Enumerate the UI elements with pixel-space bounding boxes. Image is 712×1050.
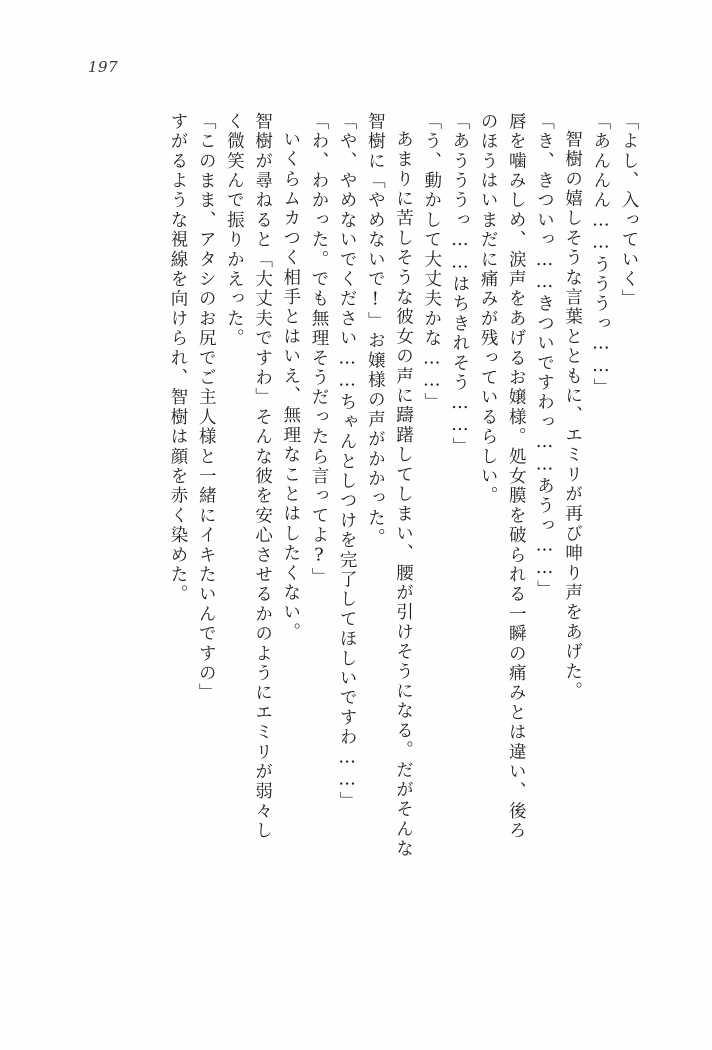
text-line: 「う、動かして大丈夫かな……」 [421,112,442,413]
text-line: 智樹の嬉しそうな言葉とともに、エミリが再び呻り声をあげた。 [562,130,583,702]
text-line: 「あうううっ……はちきれそう……」 [449,112,470,457]
text-line: 「き、きついっ……きついですわっ……あうっ……」 [534,112,555,600]
text-line: 「や、やめないでください……ちゃんとしつけを完了してほしいですわ……」 [337,112,358,812]
vertical-text-body [58,112,638,972]
text-line: 「あんんん……うううっ……」 [590,112,611,398]
text-line: いくらムカつく相手とはいえ、無理なことはしたくない。 [280,130,301,643]
text-line: すがるような視線を向けられ、智樹は顔を赤く染めた。 [168,112,188,605]
page-number: 197 [88,58,119,76]
text-line: 「わ、わかった。でも無理そうだったら言ってよ?」 [308,112,329,588]
text-line: のほうはいまだに痛みが残っているらしい。 [478,112,499,506]
text-line: あまりに苦しそうな彼女の声に躊躇してしまい、腰が引けそうになる。だがそんな [393,130,414,859]
text-line: 智樹に「やめないで!」お嬢様の声がかかった。 [365,112,386,548]
text-line: 「このまま、アタシのお尻でご主人様と一緒にイキたいんですの」 [196,112,217,703]
text-line: 唇を噛みしめ、涙声をあげるお嬢様。処女膜を破られる一瞬の痛みとは違い、後ろ [506,112,527,841]
text-line: く微笑んで振りかえった。 [224,112,245,349]
text-line: 智樹が尋ねると「大丈夫ですわ」そんな彼を安心させるかのようにエミリが弱々し [252,112,273,841]
text-line: 「よし、入っていく」 [619,112,639,309]
